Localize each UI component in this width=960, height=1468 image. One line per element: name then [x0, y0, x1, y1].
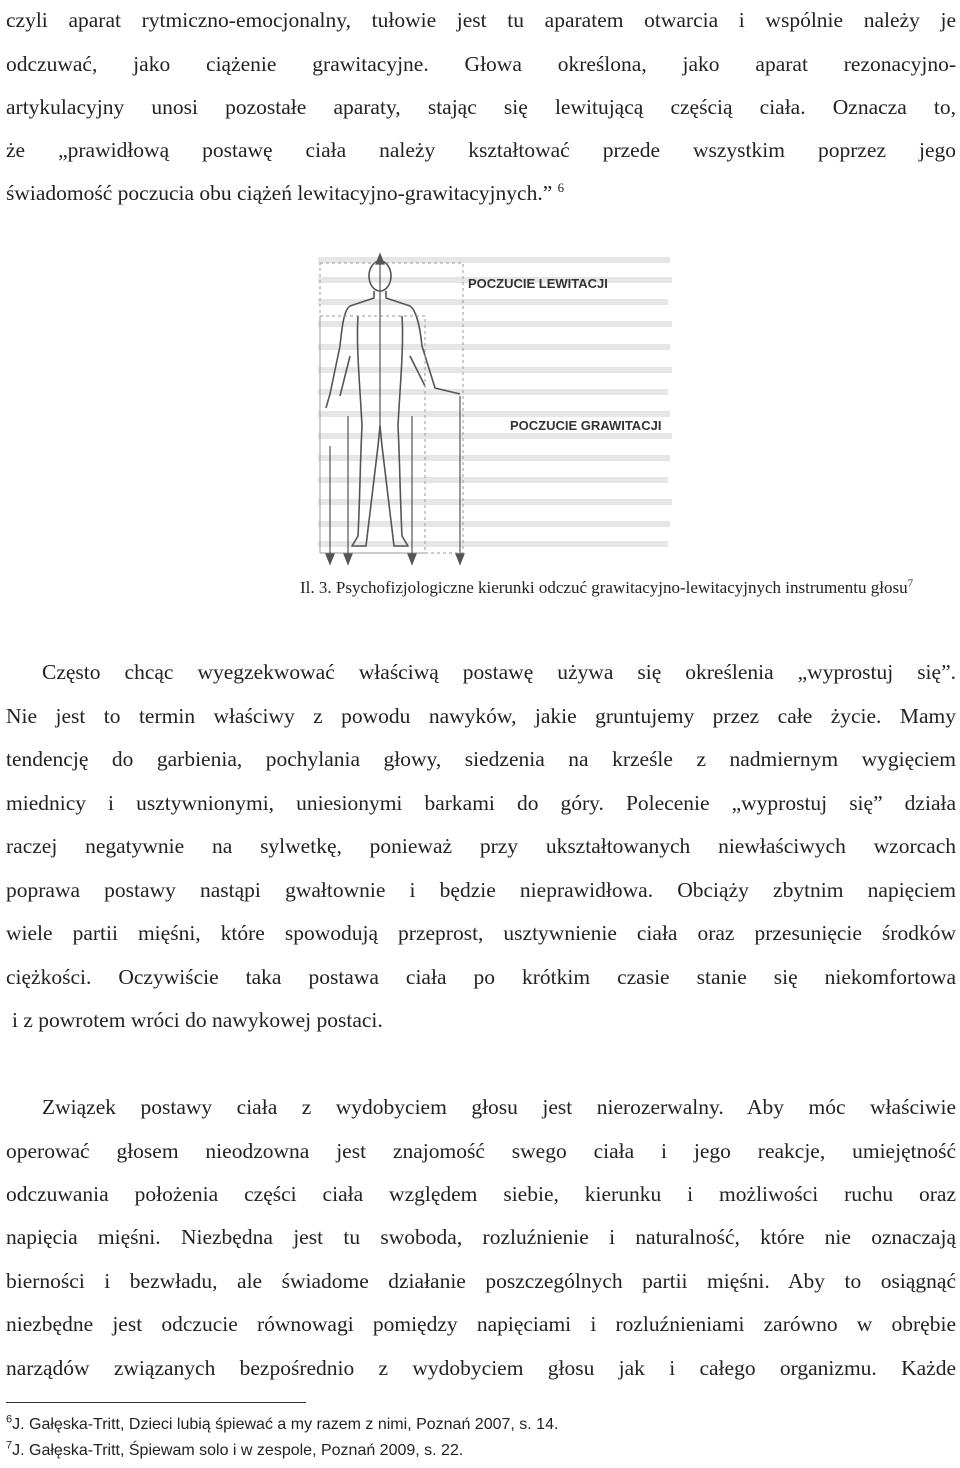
figure-caption — [300, 578, 913, 598]
text-line: ciężkości. Oczywiście taka postawa ciała po krótkim czasie stanie się niekomfortowa — [6, 965, 956, 989]
footnote-ref: 7 — [907, 577, 914, 590]
footnote-text: J. Gałęska-Tritt, Śpiewam solo i w zespole, Poznań 2009, s. 22. — [12, 1442, 464, 1459]
text-line: niezbędne jest odczucie równowagi pomiędzy napięciami i rozluźnieniami zarówno w obrębie — [6, 1312, 956, 1336]
text-line: czyli aparat rytmiczno-emocjonalny, tułowie jest tu aparatem otwarcia i wspólnie należy je — [6, 8, 956, 32]
text-line: artykulacyjny unosi pozostałe aparaty, stając się lewitującą częścią ciała. Oznacza to, — [6, 95, 956, 119]
text-line: miednicy i usztywnionymi, uniesionymi barkami do góry. Polecenie „wyprostuj się” działa — [6, 791, 956, 815]
text-line: świadomość poczucia obu ciążeń lewitacyjno-grawitacyjnych.” — [6, 181, 553, 205]
label-gravitation: POCZUCIE GRAWITACJI — [510, 418, 662, 433]
text-line: Nie jest to termin właściwy z powodu nawyków, jakie gruntujemy przez całe życie. Mamy — [6, 704, 956, 728]
footnote — [6, 1439, 464, 1460]
footnote-number: 7 — [6, 1439, 13, 1452]
text-line: wiele partii mięśni, które spowodują przeprost, usztywnienie ciała oraz przesunięcie środków — [6, 921, 956, 945]
text-line: odczuwania położenia części ciała względem siebie, kierunku i możliwości ruchu oraz — [6, 1182, 956, 1206]
text-line: odczuwać, jako ciążenie grawitacyjne. Głowa określona, jako aparat rezonacyjno- — [6, 52, 956, 76]
text-line: napięcia mięśni. Niezbędna jest tu swoboda, rozluźnienie i naturalność, które nie oznaczają — [6, 1225, 956, 1249]
footnote-number: 6 — [6, 1413, 13, 1426]
text-line: narządów związanych bezpośrednio z wydobyciem głosu jak i całego organizmu. Każde — [6, 1356, 956, 1380]
label-levitation: POCZUCIE LEWITACJI — [468, 276, 608, 291]
posture-figure — [300, 246, 700, 568]
arrow-down-icon — [344, 554, 352, 564]
text-line: że „prawidłową postawę ciała należy kształtować przede wszystkim poprzez jego — [6, 138, 956, 162]
footnote-ref: 6 — [557, 179, 565, 195]
text-line: bierności i bezwładu, ale świadome działanie poszczególnych partii mięśni. Aby to osiągnąć — [6, 1269, 956, 1293]
caption-text: Il. 3. Psychofizjologiczne kierunki odczuć grawitacyjno-lewitacyjnych instrumentu głosu — [300, 578, 908, 597]
text-line: poprawa postawy nastąpi gwałtownie i będzie nieprawidłowa. Obciąży zbytnim napięciem — [6, 878, 956, 902]
text-line: operować głosem nieodzowna jest znajomość swego ciała i jego reakcje, umiejętność — [6, 1139, 956, 1163]
footnote — [6, 1413, 559, 1434]
text-line-with-footnote — [6, 178, 956, 208]
text-line: i z powrotem wróci do nawykowej postaci. — [12, 1008, 383, 1032]
text-line: tendencję do garbienia, pochylania głowy, siedzenia na krześle z nadmiernym wygięciem — [6, 747, 956, 771]
footnote-text: J. Gałęska-Tritt, Dzieci lubią śpiewać a my razem z nimi, Poznań 2007, s. 14. — [12, 1416, 559, 1433]
arrow-down-icon — [408, 554, 416, 564]
arrow-down-icon — [326, 554, 334, 564]
text-line: Często chcąc wyegzekwować właściwą postawę używa się określenia „wyprostuj się”. — [42, 660, 956, 684]
posture-illustration — [300, 246, 700, 568]
arrow-down-icon — [456, 554, 464, 564]
text-line: Związek postawy ciała z wydobyciem głosu jest nierozerwalny. Aby móc właściwie — [42, 1095, 956, 1119]
guide-boxes — [320, 263, 463, 553]
text-line: raczej negatywnie na sylwetkę, ponieważ przy ukształtowanych niewłaściwych wzorcach — [6, 834, 956, 858]
footnote-divider — [6, 1402, 306, 1403]
